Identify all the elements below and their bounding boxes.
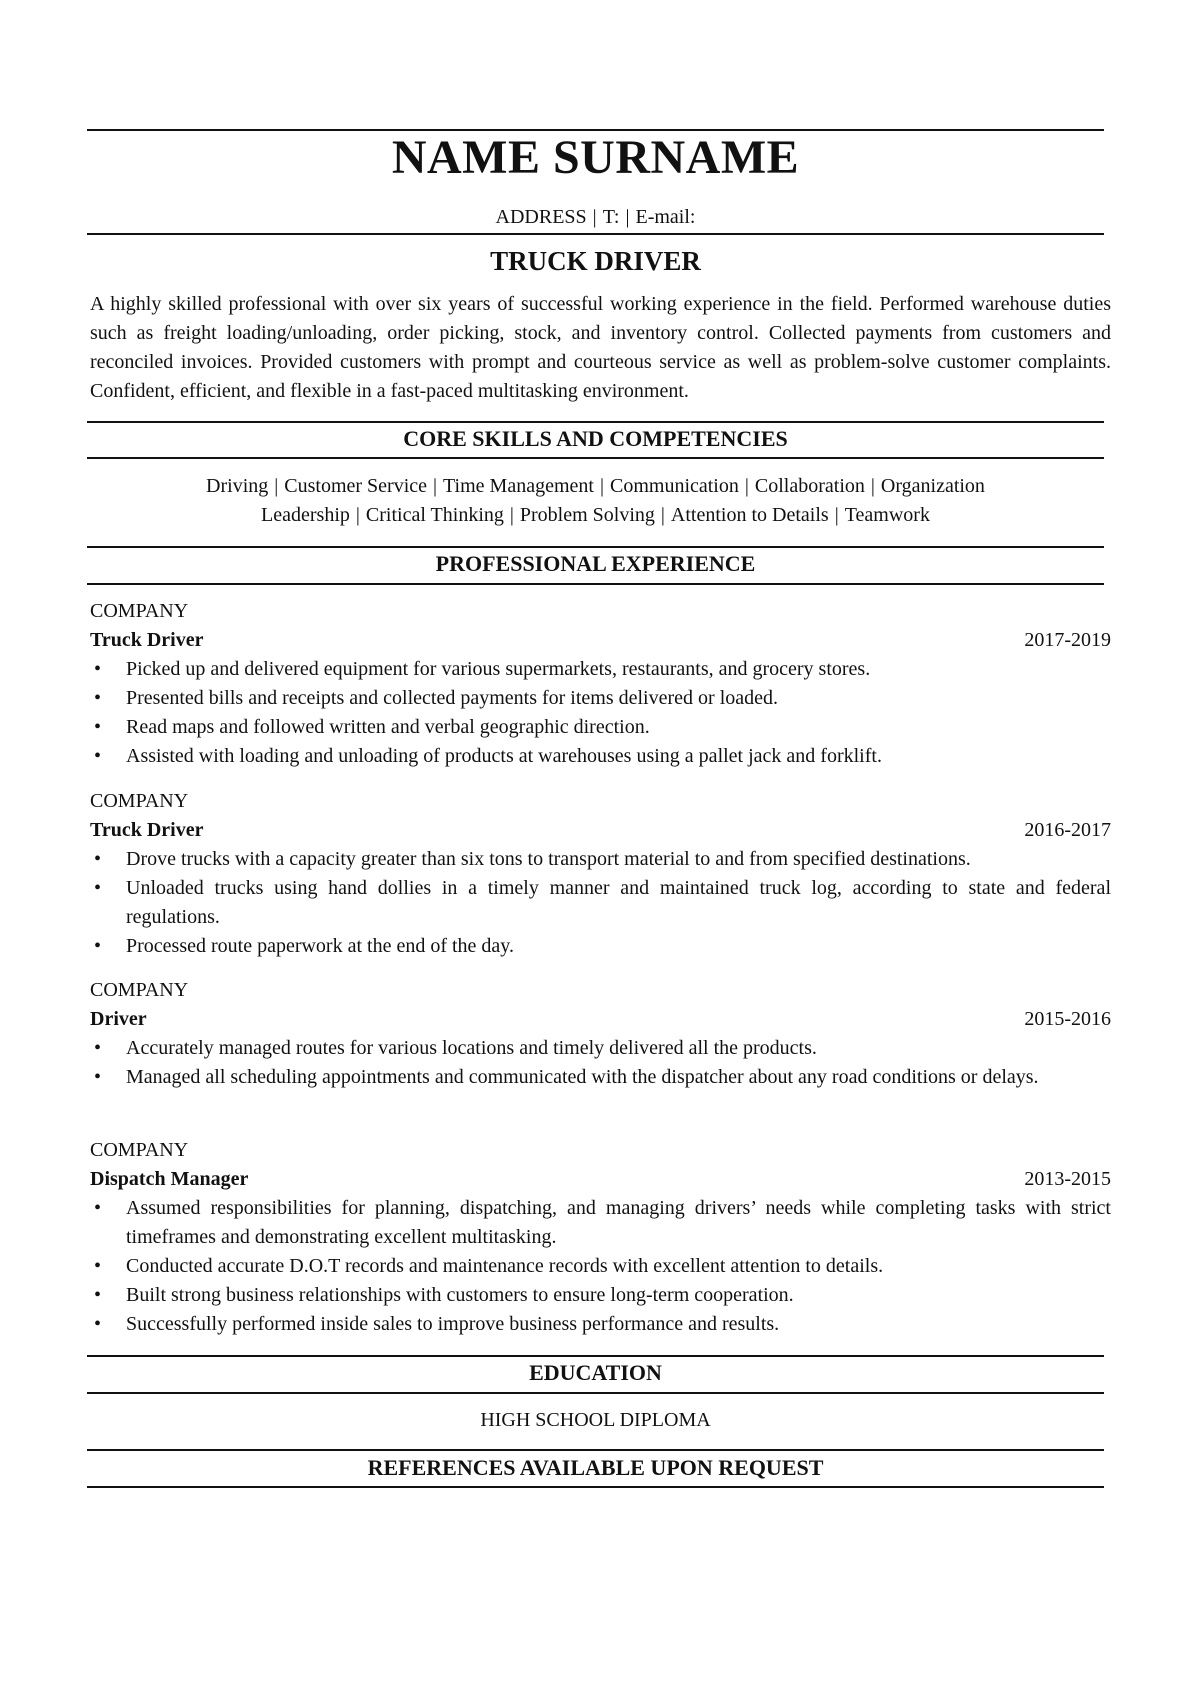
duty-item — [90, 1194, 1111, 1252]
duty-text: Picked up and delivered equipment for various supermarkets, restaurants, and grocery stores. — [126, 658, 871, 680]
references-heading: REFERENCES AVAILABLE UPON REQUEST — [367, 1455, 824, 1480]
experience-heading: PROFESSIONAL EXPERIENCE — [435, 551, 756, 576]
duty-text: Conducted accurate D.O.T records and maintenance records with excellent attention to details. — [126, 1255, 884, 1277]
bullet-icon: • — [94, 1197, 102, 1219]
skill-item: Leadership — [261, 504, 350, 526]
bullet-icon: • — [94, 1284, 102, 1306]
duty-text: Built strong business relationships with customers to ensure long-term cooperation. — [126, 1284, 794, 1306]
skills-row — [87, 472, 1104, 501]
job-company: COMPANY — [90, 600, 189, 622]
job-duties — [90, 1034, 1111, 1092]
header-rule — [87, 233, 1104, 235]
duty-item — [90, 713, 1111, 742]
job-duties — [90, 845, 1111, 961]
job-entry — [90, 976, 1111, 1092]
skill-separator: | — [433, 475, 438, 497]
duty-item — [90, 932, 1111, 961]
job-entry — [90, 1136, 1111, 1339]
skill-item: Teamwork — [844, 504, 930, 526]
candidate-name: NAME SURNAME — [391, 131, 800, 184]
duty-item — [90, 874, 1111, 932]
skill-separator: | — [355, 504, 360, 526]
bullet-icon: • — [94, 658, 102, 680]
bullet-icon: • — [94, 877, 102, 899]
job-dates: 2013-2015 — [1024, 1168, 1111, 1190]
skill-item: Attention to Details — [670, 504, 829, 526]
job-entry — [90, 597, 1111, 771]
duty-item — [90, 845, 1111, 874]
duty-item — [90, 1281, 1111, 1310]
duty-item — [90, 684, 1111, 713]
contact-separator: | — [592, 206, 597, 228]
contact-separator: | — [625, 206, 630, 228]
duty-item — [90, 655, 1111, 684]
skill-item: Critical Thinking — [365, 504, 504, 526]
job-duties — [90, 655, 1111, 771]
job-company: COMPANY — [90, 790, 189, 812]
job-dates: 2015-2016 — [1024, 1008, 1111, 1030]
references-rule-bottom — [87, 1486, 1104, 1488]
bullet-icon: • — [94, 687, 102, 709]
duty-text: Unloaded trucks using hand dollies in a timely manner and maintained truck log, according to state and federal regulations. — [126, 877, 1111, 928]
skill-separator: | — [744, 475, 749, 497]
professional-summary: A highly skilled professional with over six years of successful working experience in the field. Performed warehouse duties such as freight loading/unloading, order picking, stock, and inventory control. Collected payments from customers and reconciled invoices. Provided customers with prompt and courteous service as well as problem-solve customer complaints. Confident, efficient, and flexible in a fast-paced multitasking environment. — [90, 293, 1111, 402]
duty-text: Read maps and followed written and verbal geographic direction. — [126, 716, 650, 738]
experience-rule-bottom — [87, 583, 1104, 585]
education-rule-bottom — [87, 1392, 1104, 1394]
bullet-icon: • — [94, 935, 102, 957]
duty-item — [90, 1034, 1111, 1063]
job-duties — [90, 1194, 1111, 1339]
job-title: TRUCK DRIVER — [490, 246, 701, 276]
job-role-line — [90, 626, 1111, 655]
duty-item — [90, 1252, 1111, 1281]
bullet-icon: • — [94, 716, 102, 738]
duty-text: Assumed responsibilities for planning, dispatching, and managing drivers’ needs while completing tasks with strict timeframes and demonstrating excellent multitasking. — [126, 1197, 1111, 1248]
contact-line — [87, 204, 1104, 230]
education-heading: EDUCATION — [529, 1360, 662, 1385]
job-role-line — [90, 1165, 1111, 1194]
bullet-icon: • — [94, 1313, 102, 1335]
skill-item: Problem Solving — [519, 504, 655, 526]
skill-separator: | — [509, 504, 514, 526]
skill-separator: | — [599, 475, 604, 497]
bullet-icon: • — [94, 848, 102, 870]
skill-separator: | — [834, 504, 839, 526]
skill-item: Communication — [609, 475, 739, 497]
duty-item — [90, 1063, 1111, 1092]
skill-item: Organization — [880, 475, 985, 497]
job-dates: 2016-2017 — [1024, 819, 1111, 841]
job-company: COMPANY — [90, 1139, 189, 1161]
duty-text: Processed route paperwork at the end of the day. — [126, 935, 515, 957]
education-rule-top — [87, 1355, 1104, 1357]
duty-text: Successfully performed inside sales to improve business performance and results. — [126, 1313, 780, 1335]
job-role: Truck Driver — [90, 629, 204, 651]
job-role-line — [90, 816, 1111, 845]
skill-item: Customer Service — [284, 475, 428, 497]
bullet-icon: • — [94, 745, 102, 767]
job-role: Truck Driver — [90, 819, 204, 841]
job-entry — [90, 787, 1111, 961]
education-item: HIGH SCHOOL DIPLOMA — [480, 1409, 711, 1431]
bullet-icon: • — [94, 1037, 102, 1059]
duty-text: Presented bills and receipts and collected payments for items delivered or loaded. — [126, 687, 779, 709]
skill-separator: | — [274, 475, 279, 497]
job-role-line — [90, 1005, 1111, 1034]
experience-rule-top — [87, 546, 1104, 548]
duty-item — [90, 742, 1111, 771]
bullet-icon: • — [94, 1066, 102, 1088]
duty-text: Accurately managed routes for various locations and timely delivered all the products. — [126, 1037, 817, 1059]
duty-text: Drove trucks with a capacity greater than six tons to transport material to and from specified destinations. — [126, 848, 971, 870]
skill-item: Driving — [206, 475, 269, 497]
bullet-icon: • — [94, 1255, 102, 1277]
references-rule-top — [87, 1449, 1104, 1451]
duty-item — [90, 1310, 1111, 1339]
skills-row — [87, 501, 1104, 530]
skills-rule-top — [87, 421, 1104, 423]
duty-text: Managed all scheduling appointments and communicated with the dispatcher about any road conditions or delays. — [126, 1066, 1039, 1088]
skills-list — [87, 472, 1104, 530]
skills-rule-bottom — [87, 457, 1104, 459]
skill-item: Collaboration — [754, 475, 865, 497]
duty-text: Assisted with loading and unloading of products at warehouses using a pallet jack and forklift. — [126, 745, 882, 767]
skill-separator: | — [870, 475, 875, 497]
job-role: Dispatch Manager — [90, 1168, 249, 1190]
job-company: COMPANY — [90, 979, 189, 1001]
skill-item: Time Management — [443, 475, 594, 497]
contact-address: ADDRESS — [495, 206, 587, 228]
skills-heading: CORE SKILLS AND COMPETENCIES — [403, 426, 788, 451]
job-dates: 2017-2019 — [1024, 629, 1111, 651]
contact-phone: T: — [602, 206, 620, 228]
job-role: Driver — [90, 1008, 147, 1030]
contact-email: E-mail: — [635, 206, 696, 228]
skill-separator: | — [660, 504, 665, 526]
